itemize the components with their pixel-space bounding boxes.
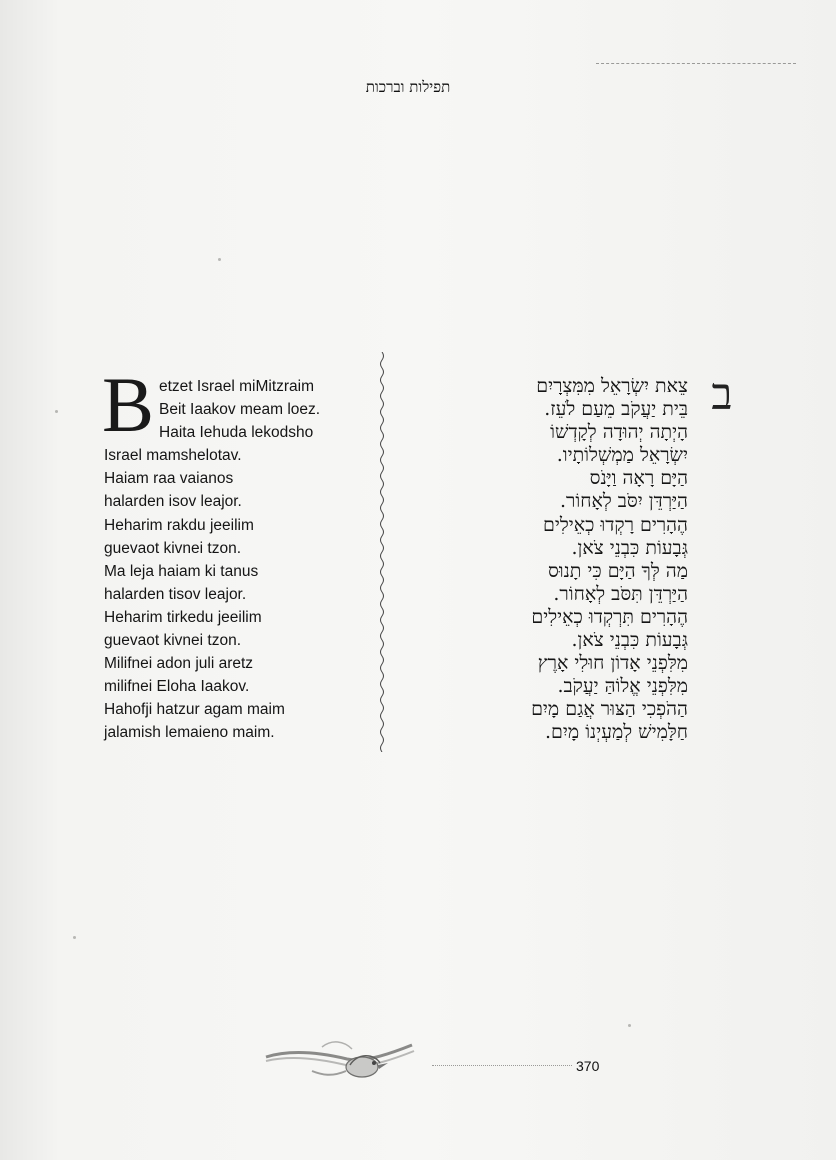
translit-line: halarden tisov leajor. — [104, 585, 247, 603]
hebrew-line: מִלִּפְנֵי אָדוֹן חוּלִי אָרֶץ — [537, 652, 688, 675]
hebrew-line: הֶהָרִים רָקְדוּ כְאֵילִים — [542, 513, 688, 536]
hebrew-line: הַהֹפְכִי הַצּוּר אֲגַם מָיִם — [531, 698, 688, 721]
hebrew-line: הָיְתָה יְהוּדָה לְקָדְשׁוֹ — [550, 421, 688, 444]
paper-speck — [218, 258, 221, 261]
translit-line: Hahofji hatzur agam maim — [104, 701, 285, 719]
running-header: תפילות וברכות — [365, 78, 451, 96]
translit-line: Milifnei adon juli aretz — [104, 655, 254, 673]
footer-rule — [432, 1065, 572, 1066]
hebrew-line: יִשְׂרָאֵל מַמְשְׁלוֹתָיו. — [556, 444, 688, 467]
hebrew-line: הַיַּרְדֵּן יִסֹּב לְאָחוֹר. — [559, 490, 688, 513]
hebrew-line: חַלָּמִישׁ לְמַעְיְנוֹ מָיִם. — [545, 721, 688, 744]
translit-line: Haiam raa vaianos — [104, 470, 234, 488]
top-rule — [596, 63, 796, 64]
translit-line: Ma leja haiam ki tanus — [104, 562, 259, 580]
paper-speck — [73, 936, 76, 939]
translit-line: guevaot kivnei tzon. — [104, 632, 242, 650]
show-through-heading — [350, 282, 369, 342]
hebrew-initial-letter: ב — [711, 369, 733, 420]
hebrew-line: גְּבָעוֹת כִּבְנֵי צֹאן. — [571, 629, 688, 652]
translit-line: milifnei Eloha Iaakov. — [104, 678, 250, 696]
paper-speck — [55, 410, 58, 413]
translit-line: Heharim tirkedu jeeilim — [104, 608, 262, 626]
drop-cap: B — [102, 361, 155, 448]
paper-speck — [628, 1024, 631, 1027]
translit-line: etzet Israel miMitzraim — [159, 378, 315, 395]
hebrew-column — [398, 375, 688, 745]
translit-line: Haita Iehuda lekodsho — [159, 424, 314, 442]
hebrew-line: מַה לְּךָ הַיָּם כִּי תָנוּס — [547, 559, 688, 582]
hebrew-line: מִלִּפְנֵי אֱלוֹהַּ יַעֲקֹב. — [557, 675, 688, 698]
translit-line: Heharim rakdu jeeilim — [104, 516, 254, 534]
translit-line: guevaot kivnei tzon. — [104, 539, 242, 557]
hebrew-line: הֶהָרִים תִּרְקְדוּ כְאֵילִים — [531, 605, 688, 628]
hebrew-line: גְּבָעוֹת כִּבְנֵי צֹאן. — [571, 536, 688, 559]
hebrew-line: בֵּית יַעֲקֹב מֵעַם לֹעֵז. — [544, 398, 688, 421]
wavy-divider — [372, 352, 392, 752]
hebrew-line: הַיָּם רָאָה וַיָּנֹס — [589, 467, 688, 490]
translit-line: jalamish lemaieno maim. — [104, 724, 275, 742]
translit-line: Beit Iaakov meam loez. — [159, 401, 321, 419]
hebrew-line: הַיַּרְדֵּן תִּסֹּב לְאָחוֹר. — [553, 582, 688, 605]
page-number: 370 — [576, 1058, 600, 1074]
bird-ornament-illustration — [262, 1035, 422, 1085]
transliteration-column — [104, 375, 364, 745]
hebrew-line: צֵאת יִשְׂרָאֵל מִמִּצְרָיִם — [536, 375, 688, 397]
translit-line: Israel mamshelotav. — [104, 447, 242, 465]
translit-line: halarden isov leajor. — [104, 493, 242, 511]
